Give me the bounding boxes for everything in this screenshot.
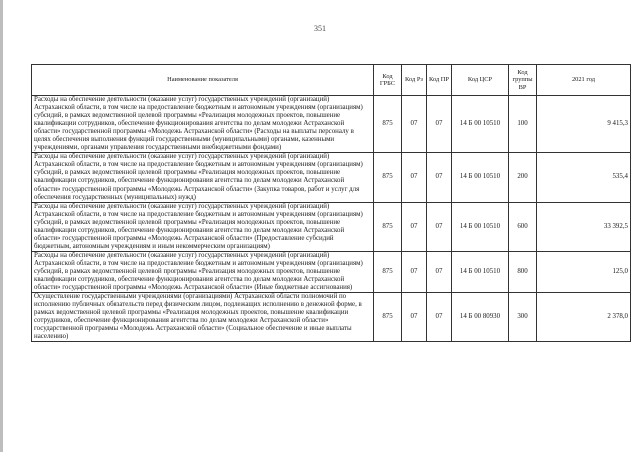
row-csr: 14 Б 00 10510 bbox=[452, 153, 509, 202]
row-grbs: 875 bbox=[374, 251, 402, 292]
row-vr: 200 bbox=[509, 153, 537, 202]
row-name: Осуществление государственными учреждениями (организациями) Астраханской области полномочий по исполнению публичных обязательств перед физическим лицом, подлежащих исполнению в денежной форме, в рамках ведомственной целевой программы «Реализация молодежных проектов, повышение квалификации сотрудников, обеспечение функционирования агентства по делам молодежи Астраханской области» государственной программы «Молодежь Астраханской области» (Социальное обеспечение и иные выплаты населению) bbox=[32, 293, 374, 342]
table-row bbox=[32, 202, 631, 251]
row-rz: 07 bbox=[402, 251, 427, 292]
header-pr: Код ПР bbox=[427, 65, 452, 96]
row-rz: 07 bbox=[402, 153, 427, 202]
row-rz: 07 bbox=[402, 293, 427, 342]
row-grbs: 875 bbox=[374, 293, 402, 342]
page-edge bbox=[0, 0, 3, 452]
row-pr: 07 bbox=[427, 202, 452, 251]
table-row bbox=[32, 251, 631, 292]
row-vr: 800 bbox=[509, 251, 537, 292]
table-header-row bbox=[32, 65, 631, 96]
header-year: 2021 год bbox=[537, 65, 631, 96]
row-pr: 07 bbox=[427, 293, 452, 342]
row-grbs: 875 bbox=[374, 202, 402, 251]
row-csr: 14 Б 00 80930 bbox=[452, 293, 509, 342]
row-amount: 2 378,0 bbox=[537, 293, 631, 342]
row-name: Расходы на обеспечение деятельности (оказание услуг) государственных учреждений (организаций) Астраханской области, в том числе на предоставление бюджетным и автономным учреждениям (организациям) субсидий, в рамках ведомственной целевой программы «Реализация молодежных проектов, повышение квалификации сотрудников, обеспечение функционирования агентства по делам молодежи Астраханской области» государственной программы «Молодежь Астраханской области» (Закупка товаров, работ и услуг для обеспечения государственных (муниципальных) нужд) bbox=[32, 153, 374, 202]
header-csr: Код ЦСР bbox=[452, 65, 509, 96]
table-row bbox=[32, 96, 631, 153]
row-vr: 300 bbox=[509, 293, 537, 342]
row-csr: 14 Б 00 10510 bbox=[452, 96, 509, 153]
row-csr: 14 Б 00 10510 bbox=[452, 202, 509, 251]
row-rz: 07 bbox=[402, 202, 427, 251]
header-name: Наименование показателя bbox=[32, 65, 374, 96]
row-pr: 07 bbox=[427, 251, 452, 292]
header-vr: Код группы ВР bbox=[509, 65, 537, 96]
row-vr: 600 bbox=[509, 202, 537, 251]
row-pr: 07 bbox=[427, 153, 452, 202]
row-grbs: 875 bbox=[374, 96, 402, 153]
row-name: Расходы на обеспечение деятельности (оказание услуг) государственных учреждений (организаций) Астраханской области, в том числе на предоставление бюджетным и автономным учреждениям (организациям) субсидий, в рамках ведомственной целевой программы «Реализация молодежных проектов, повышение квалификации сотрудников, обеспечение функционирования агентства по делам молодежи Астраханской области» государственной программы «Молодежь Астраханской области» (Расходы на выплаты персоналу в целях обеспечения выполнения функций государственными (муниципальными) органами, казенными учреждениями, органами управления государственными внебюджетными фондами) bbox=[32, 96, 374, 153]
header-grbs: Код ГРБС bbox=[374, 65, 402, 96]
row-amount: 125,0 bbox=[537, 251, 631, 292]
row-amount: 9 415,3 bbox=[537, 96, 631, 153]
budget-table bbox=[31, 64, 631, 342]
row-amount: 33 392,5 bbox=[537, 202, 631, 251]
row-vr: 100 bbox=[509, 96, 537, 153]
row-name: Расходы на обеспечение деятельности (оказание услуг) государственных учреждений (организаций) Астраханской области, в том числе на предоставление бюджетным и автономным учреждениям (организациям) субсидий, в рамках ведомственной целевой программы «Реализация молодежных проектов, повышение квалификации сотрудников, обеспечение функционирования агентства по делам молодежи Астраханской области» государственной программы «Молодежь Астраханской области» (Иные бюджетные ассигнования) bbox=[32, 251, 374, 292]
row-amount: 535,4 bbox=[537, 153, 631, 202]
table-row bbox=[32, 293, 631, 342]
row-rz: 07 bbox=[402, 96, 427, 153]
row-csr: 14 Б 00 10510 bbox=[452, 251, 509, 292]
page-number: 351 bbox=[314, 24, 326, 33]
row-pr: 07 bbox=[427, 96, 452, 153]
header-rz: Код Рз bbox=[402, 65, 427, 96]
row-name: Расходы на обеспечение деятельности (оказание услуг) государственных учреждений (организаций) Астраханской области, в том числе на предоставление бюджетным и автономным учреждениям (организациям) субсидий, в рамках ведомственной целевой программы «Реализация молодежных проектов, повышение квалификации сотрудников, обеспечение функционирования агентства по делам молодежи Астраханской области» государственной программы «Молодежь Астраханской области» (Предоставление субсидий бюджетным, автономным учреждениям и иным некоммерческим организациям) bbox=[32, 202, 374, 251]
row-grbs: 875 bbox=[374, 153, 402, 202]
table-row bbox=[32, 153, 631, 202]
